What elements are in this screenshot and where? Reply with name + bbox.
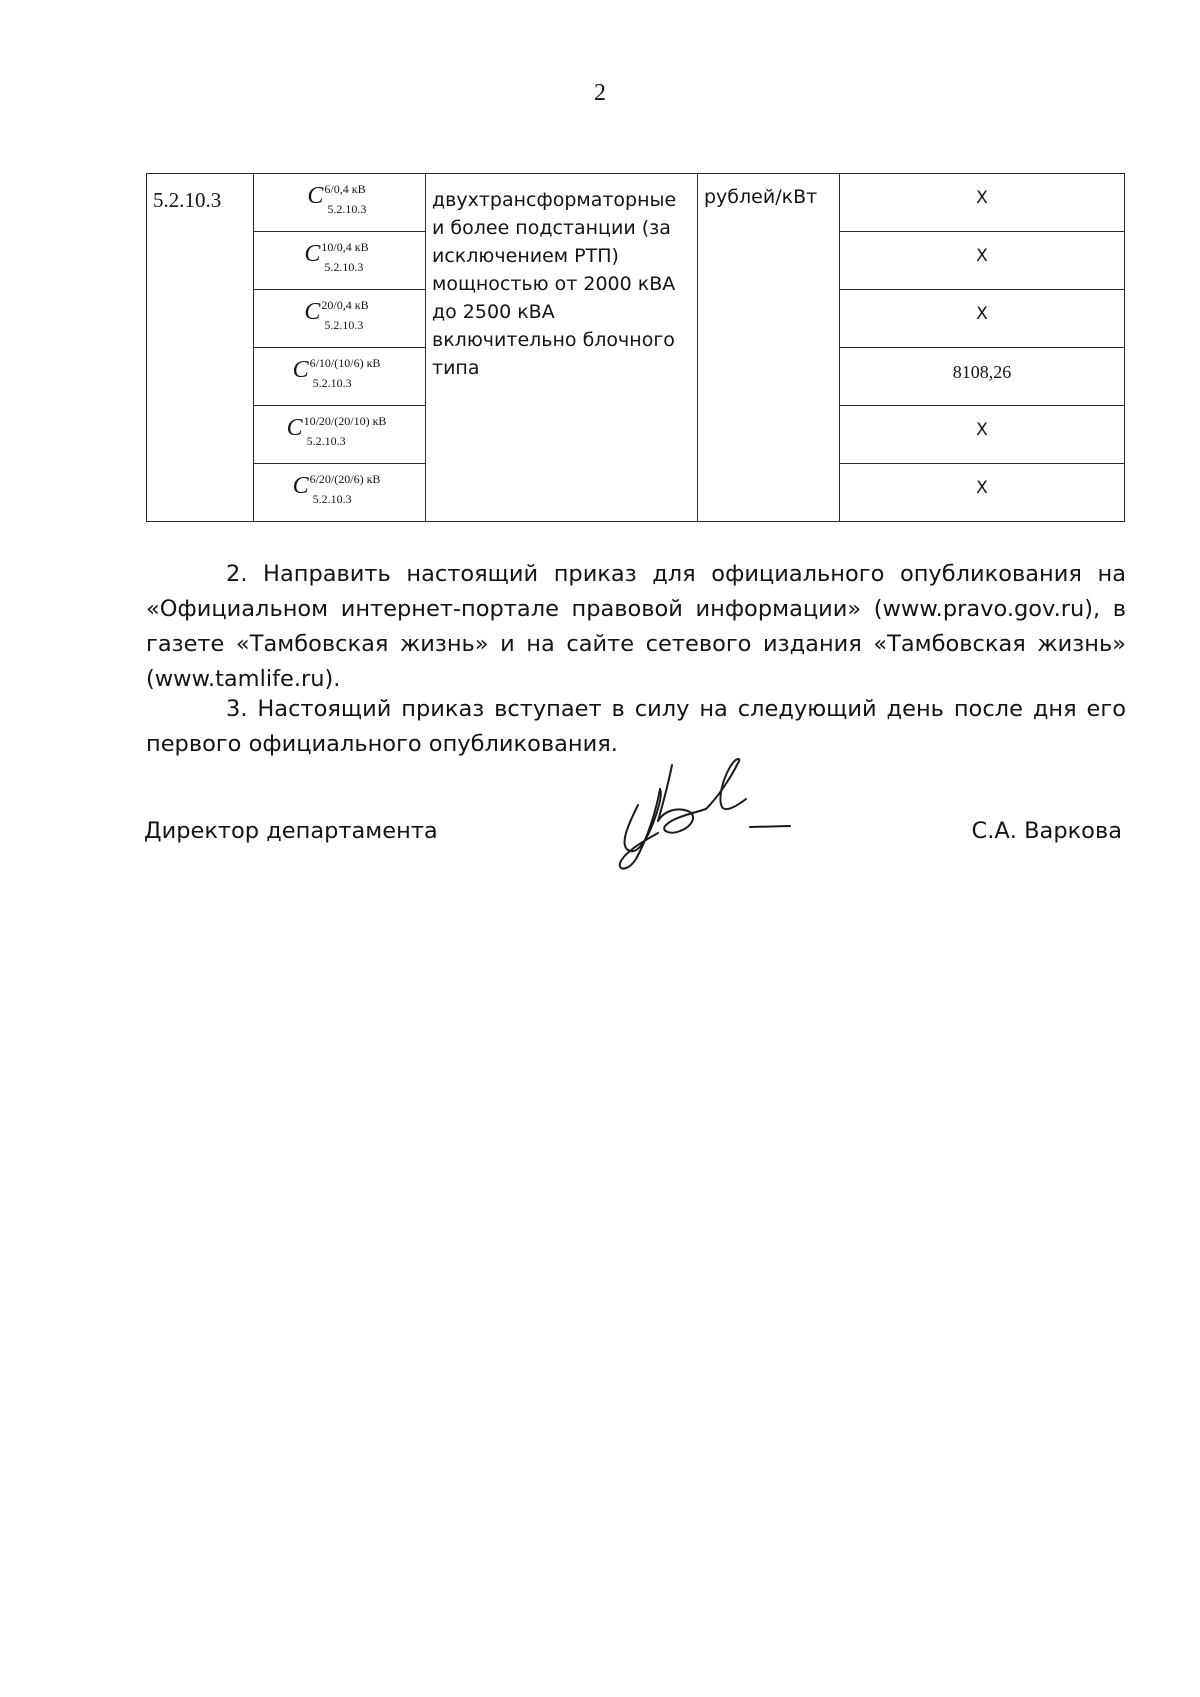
unit-cell: рублей/кВт <box>698 174 840 522</box>
tariff-symbol: C10/20/(20/10) кВ 5.2.10.3 <box>286 414 387 448</box>
tariff-symbol-cell <box>254 174 426 232</box>
value-cell: 8108,26 <box>840 348 1125 406</box>
tariff-symbol-cell <box>254 464 426 522</box>
tariff-symbol-cell <box>254 290 426 348</box>
handwritten-signature <box>610 755 800 875</box>
tariff-symbol: C6/20/(20/6) кВ 5.2.10.3 <box>292 472 381 506</box>
tariff-symbol-cell <box>254 232 426 290</box>
value-cell: X <box>840 174 1125 232</box>
tariff-symbol-cell <box>254 348 426 406</box>
tariff-symbol: C20/0,4 кВ 5.2.10.3 <box>304 298 369 332</box>
tariff-symbol: C6/10/(10/6) кВ 5.2.10.3 <box>292 356 381 390</box>
tariff-symbol: C6/0,4 кВ 5.2.10.3 <box>307 182 367 216</box>
description-cell: двухтрансформаторные и более подстанции (за исключением РТП) мощностью от 2000 кВА до 2500 кВА включительно блочного типа <box>426 174 698 522</box>
signer-title: Директор департамента <box>144 818 438 844</box>
value-cell: X <box>840 232 1125 290</box>
tariff-symbol-cell <box>254 406 426 464</box>
item-code-cell: 5.2.10.3 <box>147 174 254 522</box>
page-number: 2 <box>594 80 606 106</box>
table-row <box>147 174 1125 232</box>
signer-name: С.А. Варкова <box>971 818 1122 844</box>
value-cell: X <box>840 406 1125 464</box>
paragraph-publication: 2. Направить настоящий приказ для официального опубликования на «Официальном интернет-портале правовой информации» (www.pravo.gov.ru), в газете «Тамбовская жизнь» и на сайте сетевого издания «Тамбовская жизнь» (www.tamlife.ru). <box>146 561 1126 692</box>
tariff-symbol: C10/0,4 кВ 5.2.10.3 <box>304 240 369 274</box>
value-cell: X <box>840 290 1125 348</box>
tariff-table <box>146 173 1125 522</box>
value-cell: X <box>840 464 1125 522</box>
paragraph-effective-date: 3. Настоящий приказ вступает в силу на следующий день после дня его первого официального опубликования. <box>146 696 1126 757</box>
